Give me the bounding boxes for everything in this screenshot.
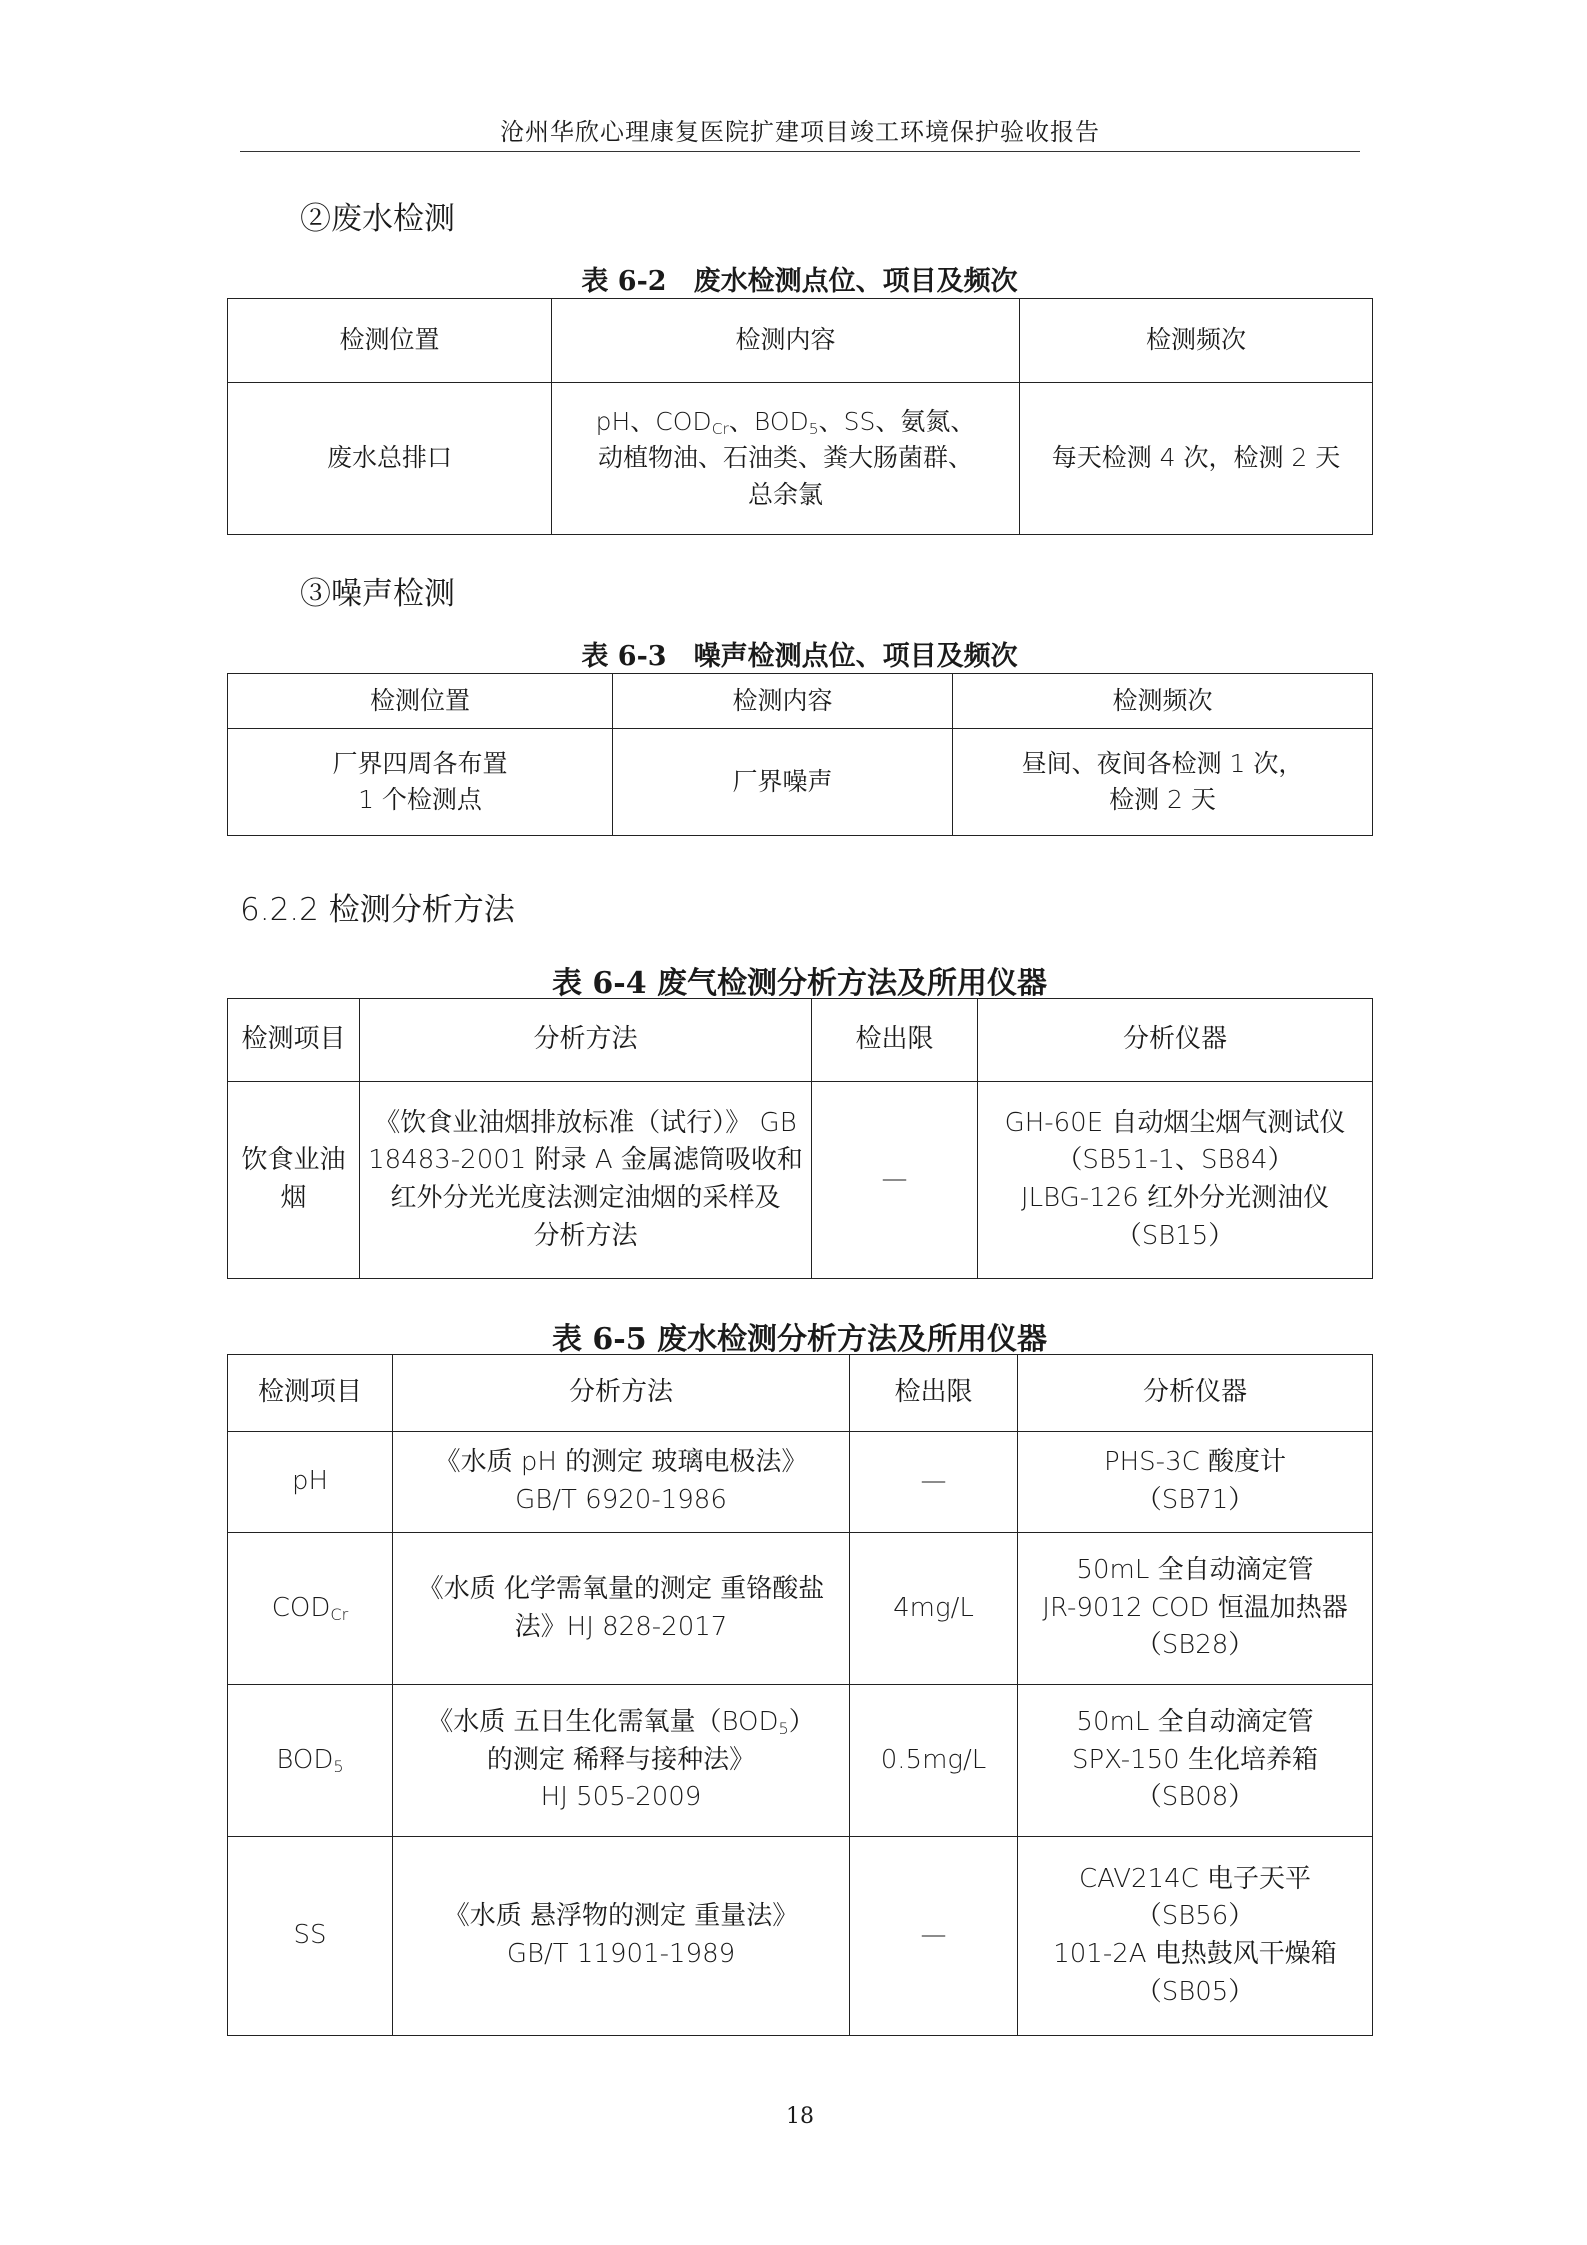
cell-line: HJ 505-2009 <box>540 1782 702 1813</box>
cell-line: CAV214C 电子天平 <box>1078 1863 1312 1894</box>
cell-line: SPX-150 生化培养箱 <box>1072 1744 1318 1775</box>
cell-line: （SB05） <box>1135 1976 1255 2007</box>
cell-line: GB/T 11901-1989 <box>506 1939 736 1969</box>
header-cell: 分析方法 <box>393 1355 850 1432</box>
cell-line: PHS-3C 酸度计 <box>1103 1447 1287 1478</box>
table-caption-6-3: 表 6-3 噪声检测点位、项目及频次 <box>581 641 1018 672</box>
method-cell <box>360 1082 812 1279</box>
cell-line: （SB28） <box>1135 1630 1255 1661</box>
method-cell <box>393 1432 850 1533</box>
cell-line: 50mL 全自动滴定管 <box>1076 1706 1314 1737</box>
content-cell <box>552 383 1020 535</box>
table-header-row <box>228 674 1373 729</box>
instrument-cell <box>1018 1432 1373 1533</box>
cell-line: 18483-2001 附录 A 金属滤筒吸收和 <box>368 1145 803 1176</box>
header-cell: 检出限 <box>850 1355 1018 1432</box>
item-cell <box>228 1685 393 1837</box>
instrument-cell <box>1018 1685 1373 1837</box>
location-cell <box>228 729 613 836</box>
header-cell: 检测位置 <box>228 674 613 729</box>
header-cell: 分析仪器 <box>978 999 1373 1082</box>
cell-line: 分析方法 <box>533 1220 638 1251</box>
table-header-row <box>228 999 1373 1082</box>
limit-cell: — <box>850 1432 1018 1533</box>
item-cell: pH <box>228 1432 393 1533</box>
table-row <box>228 1432 1373 1533</box>
header-cell: 检测内容 <box>613 674 953 729</box>
content-cell: 厂界噪声 <box>613 729 953 836</box>
header-cell: 检测位置 <box>228 299 552 383</box>
table-row <box>228 383 1373 535</box>
cell-line: 饮食业油 <box>241 1145 346 1176</box>
running-header: 沧州华欣心理康复医院扩建项目竣工环境保护验收报告 <box>500 118 1100 146</box>
subscript: 5 <box>778 1718 789 1738</box>
content-line: 总余氯 <box>747 479 823 509</box>
instrument-cell <box>978 1082 1373 1279</box>
cell-line: 法》HJ 828-2017 <box>514 1611 728 1642</box>
cell-line: 检测 2 天 <box>1109 785 1216 814</box>
table-6-4 <box>227 998 1373 1279</box>
table-caption-6-4: 表 6-4 废气检测分析方法及所用仪器 <box>551 966 1048 1001</box>
method-cell <box>393 1837 850 2036</box>
table-caption-6-5: 表 6-5 废水检测分析方法及所用仪器 <box>551 1322 1048 1357</box>
section-heading-wastewater: ②废水检测 <box>300 201 455 237</box>
header-cell: 检测项目 <box>228 999 360 1082</box>
subscript: 5 <box>333 1756 344 1776</box>
limit-cell: 0.5mg/L <box>850 1685 1018 1837</box>
cell-line: 《水质 悬浮物的测定 重量法》 <box>443 1901 799 1932</box>
limit-cell: — <box>812 1082 978 1279</box>
item-cell: SS <box>228 1837 393 2036</box>
cell-line: 50mL 全自动滴定管 <box>1076 1554 1314 1585</box>
table-6-3 <box>227 673 1373 836</box>
text-run: 《水质 五日生化需氧量（BOD <box>427 1706 779 1737</box>
cell-line: GH-60E 自动烟尘烟气测试仪 <box>1004 1107 1346 1138</box>
cell-line: 昼间、夜间各检测 1 次， <box>1021 748 1304 778</box>
item-cell <box>228 1533 393 1685</box>
cell-line: 《饮食业油烟排放标准（试行）》 GB <box>374 1107 797 1138</box>
frequency-cell: 每天检测 4 次，检测 2 天 <box>1020 383 1373 535</box>
cell-line: （SB51-1、SB84） <box>1056 1145 1294 1176</box>
cell-line: 《水质 pH 的测定 玻璃电极法》 <box>434 1447 808 1478</box>
cell-line: GB/T 6920-1986 <box>515 1485 727 1515</box>
subscript: Cr <box>330 1604 349 1624</box>
cell-line: （SB71） <box>1135 1485 1255 1515</box>
cell-line: 烟 <box>280 1183 307 1213</box>
cell-line: JLBG-126 红外分光测油仪 <box>1020 1183 1330 1213</box>
cell-line: （SB08） <box>1135 1782 1255 1813</box>
instrument-cell <box>1018 1837 1373 2036</box>
header-cell: 检测项目 <box>228 1355 393 1432</box>
header-cell: 分析方法 <box>360 999 812 1082</box>
cell-line: （SB15） <box>1115 1220 1235 1251</box>
table-row <box>228 729 1373 836</box>
subscript: 5 <box>808 420 819 438</box>
method-cell <box>393 1533 850 1685</box>
text-run: COD <box>271 1592 331 1623</box>
table-row <box>228 1082 1373 1279</box>
cell-line: 厂界四周各布置 <box>332 748 508 778</box>
header-cell: 检测内容 <box>552 299 1020 383</box>
frequency-cell <box>953 729 1373 836</box>
limit-cell: — <box>850 1837 1018 2036</box>
cell-line: 《水质 化学需氧量的测定 重铬酸盐 <box>417 1573 825 1604</box>
table-header-row <box>228 1355 1373 1432</box>
method-cell <box>393 1685 850 1837</box>
header-cell: 检测频次 <box>953 674 1373 729</box>
header-divider <box>240 151 1360 152</box>
cell-line: 红外分光光度法测定油烟的采样及 <box>390 1183 781 1213</box>
page-number: 18 <box>786 2104 814 2129</box>
text-run: 、BOD <box>728 407 809 437</box>
header-cell: 分析仪器 <box>1018 1355 1373 1432</box>
cell-line: 101-2A 电热鼓风干燥箱 <box>1053 1939 1337 1969</box>
table-6-5 <box>227 1354 1373 2036</box>
text-run: BOD <box>276 1744 334 1775</box>
section-heading-noise: ③噪声检测 <box>300 576 455 612</box>
text-run: ） <box>788 1706 815 1737</box>
header-cell: 检出限 <box>812 999 978 1082</box>
table-caption-6-2: 表 6-2 废水检测点位、项目及频次 <box>581 266 1018 297</box>
cell-line: 1 个检测点 <box>358 785 482 814</box>
subscript: Cr <box>711 420 729 438</box>
cell-line: （SB56） <box>1135 1901 1255 1932</box>
cell-line: 的测定 稀释与接种法》 <box>486 1744 756 1775</box>
content-line: 动植物油、石油类、粪大肠菌群、 <box>597 443 973 473</box>
limit-cell: 4mg/L <box>850 1533 1018 1685</box>
cell-line <box>399 1704 843 1742</box>
content-line <box>558 404 1013 440</box>
header-cell: 检测频次 <box>1020 299 1373 383</box>
table-row <box>228 1533 1373 1685</box>
table-row <box>228 1837 1373 2036</box>
location-cell: 废水总排口 <box>228 383 552 535</box>
cell-line: JR-9012 COD 恒温加热器 <box>1042 1592 1348 1623</box>
table-row <box>228 1685 1373 1837</box>
text-run: 、SS、氨氮、 <box>818 407 976 437</box>
table-header-row <box>228 299 1373 383</box>
table-6-2 <box>227 298 1373 535</box>
text-run: pH、COD <box>595 407 712 437</box>
item-cell <box>228 1082 360 1279</box>
section-heading-methods: 6.2.2 检测分析方法 <box>240 892 515 928</box>
instrument-cell <box>1018 1533 1373 1685</box>
